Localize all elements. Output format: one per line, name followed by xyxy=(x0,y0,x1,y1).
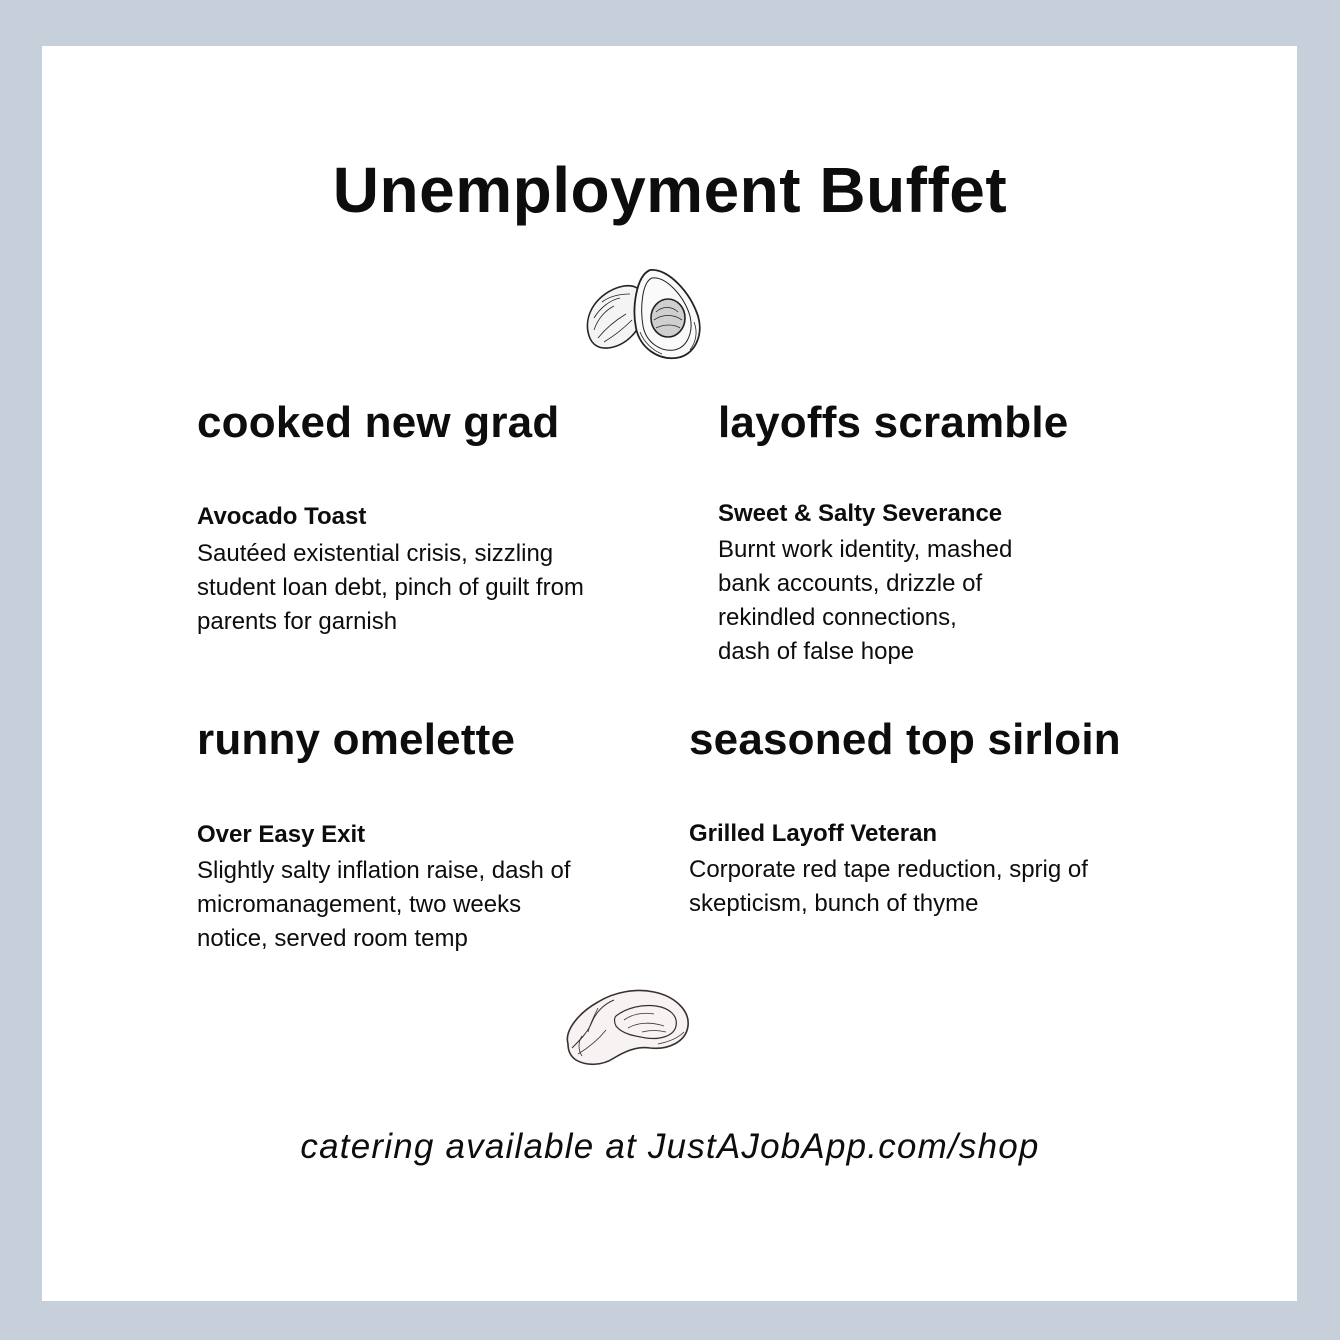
description-line: bank accounts, drizzle of xyxy=(718,570,983,597)
dish-description xyxy=(197,537,584,639)
menu-card xyxy=(42,46,1297,1301)
section-heading: layoffs scramble xyxy=(718,398,1069,447)
dish-name: Grilled Layoff Veteran xyxy=(689,820,938,847)
dish-name: Sweet & Salty Severance xyxy=(718,500,1003,527)
description-line: parents for garnish xyxy=(197,608,398,635)
dish-name: Avocado Toast xyxy=(197,503,367,530)
dish-description xyxy=(197,854,571,956)
description-line: Corporate red tape reduction, sprig of xyxy=(689,856,1088,883)
steak-icon xyxy=(558,982,698,1068)
dish-description xyxy=(689,853,1088,921)
page-title: Unemployment Buffet xyxy=(332,154,1008,226)
description-line: dash of false hope xyxy=(718,638,915,665)
menu-section-layoffs-scramble xyxy=(718,395,1069,665)
description-line: notice, served room temp xyxy=(197,925,468,952)
description-line: skepticism, bunch of thyme xyxy=(689,890,979,917)
section-heading: cooked new grad xyxy=(197,398,560,447)
menu-section-runny-omelette xyxy=(197,712,571,952)
description-line: Sautéed existential crisis, sizzling xyxy=(197,540,554,567)
menu-section-seasoned-top-sirloin xyxy=(689,712,1121,917)
description-line: Burnt work identity, mashed xyxy=(718,536,1013,563)
section-heading: seasoned top sirloin xyxy=(689,715,1121,764)
description-line: student loan debt, pinch of guilt from xyxy=(197,574,584,601)
section-heading: runny omelette xyxy=(197,715,516,764)
dish-name: Over Easy Exit xyxy=(197,821,366,848)
avocado-icon xyxy=(580,262,710,362)
menu-section-cooked-new-grad xyxy=(197,395,584,635)
description-line: micromanagement, two weeks xyxy=(197,891,522,918)
description-line: rekindled connections, xyxy=(718,604,957,631)
description-line: Slightly salty inflation raise, dash of xyxy=(197,857,571,884)
dish-description xyxy=(718,533,1012,669)
catering-footer: catering available at JustAJobApp.com/shop xyxy=(300,1127,1040,1166)
